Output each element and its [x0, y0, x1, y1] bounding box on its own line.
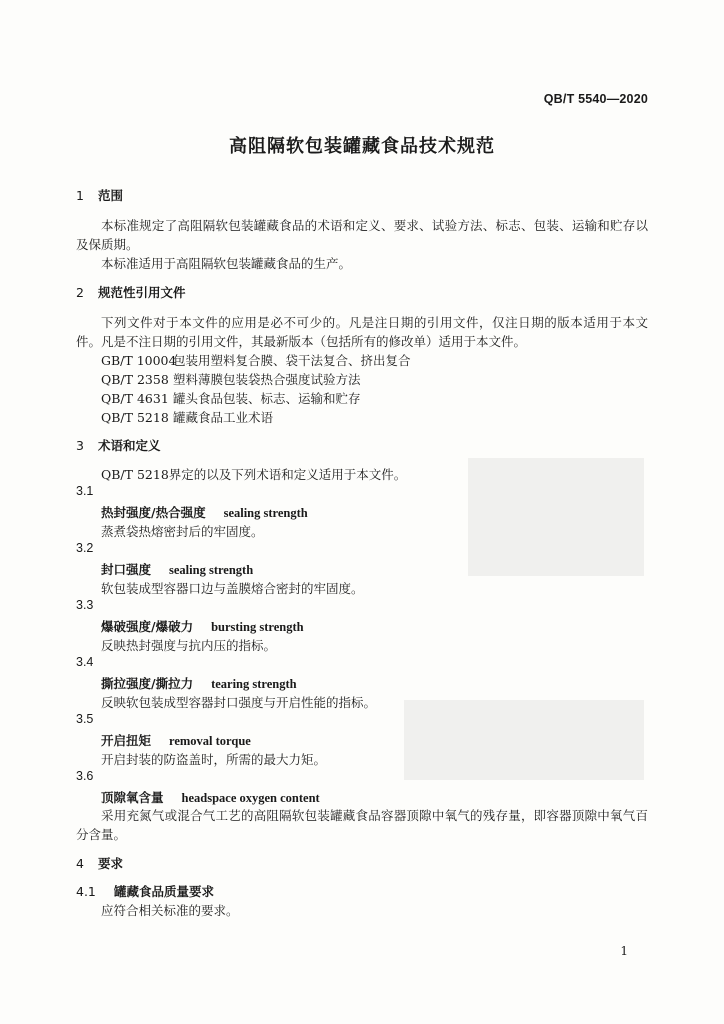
term-definition: 采用充氮气或混合气工艺的高阻隔软包装罐藏食品容器顶隙中氧气的残存量，即容器顶隙中氧气百分含量。: [76, 808, 648, 842]
document-title: 高阻隔软包装罐藏食品技术规范: [229, 136, 495, 157]
reference-item: [101, 408, 273, 426]
section-1-heading: [76, 186, 123, 204]
reference-title: 罐头食品包装、标志、运输和贮存: [173, 391, 361, 406]
term-en: tearing strength: [211, 677, 297, 691]
scope-paragraph-1: 本标准规定了高阻隔软包装罐藏食品的术语和定义、要求、试验方法、标志、包装、运输和贮存以及保质期。: [76, 218, 648, 252]
term-heading: [101, 560, 253, 578]
reference-code: GB/T 10004: [101, 353, 177, 368]
term-definition: 蒸煮袋热熔密封后的牢固度。: [101, 524, 264, 539]
term-zh: 顶隙氧含量: [101, 790, 164, 805]
term-zh: 热封强度/热合强度: [101, 505, 206, 520]
term-definition: 开启封装的防盗盖时，所需的最大力矩。: [101, 752, 327, 767]
term-number: 3.4: [76, 655, 94, 669]
reference-item: [101, 389, 361, 407]
subsection-4-1-heading: [76, 882, 214, 900]
section-number: 3: [76, 438, 84, 453]
term-heading: [101, 731, 251, 749]
terms-intro: QB/T 5218界定的以及下列术语和定义适用于本文件。: [101, 467, 407, 482]
term-en: removal torque: [169, 734, 251, 748]
term-definition: 反映软包装成型容器封口强度与开启性能的指标。: [101, 695, 377, 710]
term-number: 3.1: [76, 484, 94, 498]
term-heading: [101, 674, 297, 692]
section-title: 规范性引用文件: [98, 285, 186, 300]
term-zh: 撕拉强度/撕拉力: [101, 676, 194, 691]
term-number: 3.5: [76, 712, 94, 726]
term-number: 3.2: [76, 541, 94, 555]
reference-title: 罐藏食品工业术语: [173, 410, 274, 425]
reference-item: [101, 370, 361, 388]
section-4-heading: [76, 854, 123, 872]
term-heading: [101, 617, 304, 635]
section-number: 2: [76, 285, 84, 300]
term-zh: 爆破强度/爆破力: [101, 619, 194, 634]
term-zh: 封口强度: [101, 562, 152, 577]
term-number: 3.6: [76, 769, 94, 783]
section-number: 1: [76, 188, 84, 203]
section-2-heading: [76, 283, 186, 301]
section-number: 4: [76, 856, 84, 871]
term-en: headspace oxygen content: [181, 791, 320, 805]
term-heading: [101, 503, 308, 521]
section-title: 范围: [98, 188, 124, 203]
bleed-through-table: [404, 700, 644, 780]
subsection-number: 4.1: [76, 884, 96, 899]
bleed-through-table: [468, 458, 644, 576]
page-number: 1: [620, 944, 628, 958]
reference-item: [101, 351, 411, 369]
term-heading: [101, 788, 320, 806]
standard-number: QB/T 5540—2020: [543, 92, 648, 106]
reference-code: QB/T 2358: [101, 372, 169, 387]
reference-code: QB/T 4631: [101, 391, 169, 406]
reference-code: QB/T 5218: [101, 410, 169, 425]
term-en: sealing strength: [169, 563, 254, 577]
subsection-text: 应符合相关标准的要求。: [101, 903, 239, 918]
term-definition: 软包装成型容器口边与盖膜熔合密封的牢固度。: [101, 581, 364, 596]
section-3-heading: [76, 436, 161, 454]
term-en: bursting strength: [211, 620, 304, 634]
references-intro: 下列文件对于本文件的应用是必不可少的。凡是注日期的引用文件，仅注日期的版本适用于本文件。凡是不注日期的引用文件，其最新版本（包括所有的修改单）适用于本文件。: [76, 315, 648, 349]
scope-paragraph-2: 本标准适用于高阻隔软包装罐藏食品的生产。: [101, 256, 352, 271]
section-title: 术语和定义: [98, 438, 161, 453]
term-number: 3.3: [76, 598, 94, 612]
section-title: 要求: [98, 856, 124, 871]
term-definition: 反映热封强度与抗内压的指标。: [101, 638, 277, 653]
reference-title: 包装用塑料复合膜、袋干法复合、挤出复合: [173, 353, 411, 368]
term-zh: 开启扭矩: [101, 733, 152, 748]
term-en: sealing strength: [223, 506, 308, 520]
reference-title: 塑料薄膜包装袋热合强度试验方法: [173, 372, 361, 387]
subsection-title: 罐藏食品质量要求: [114, 884, 215, 899]
